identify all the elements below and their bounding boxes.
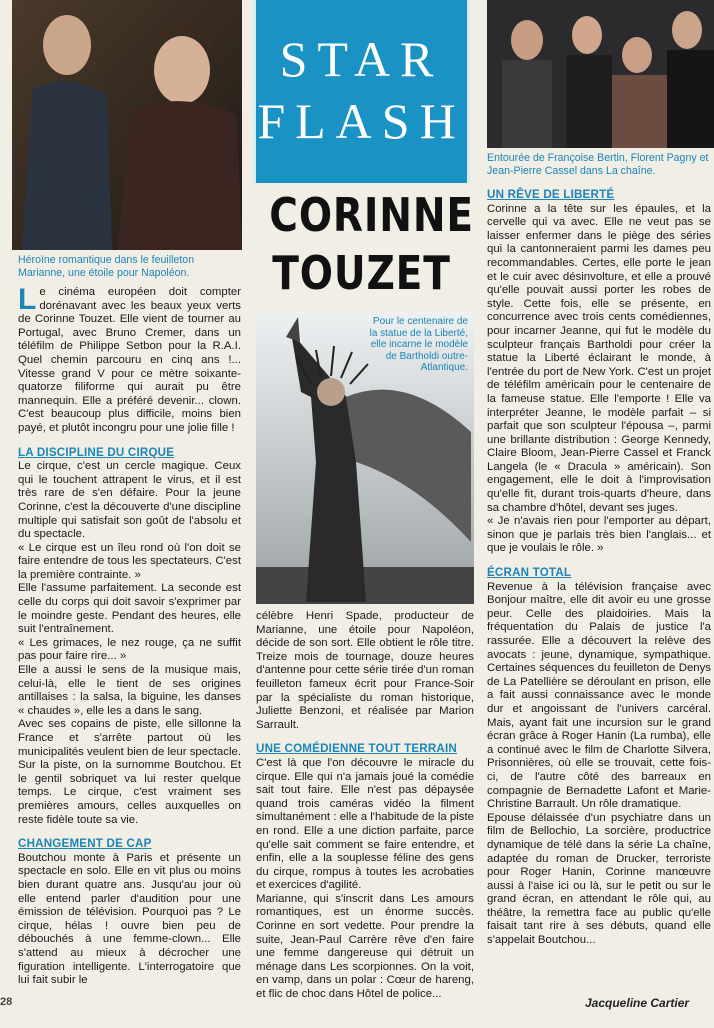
star-flash-banner xyxy=(253,0,470,183)
caption-liberte: Pour le centenaire de la statue de la Liberté, elle incarne le modèle de Bartholdi outre-Atlantique. xyxy=(369,316,468,374)
heading-comedienne: UNE COMÉDIENNE TOUT TERRAIN xyxy=(256,742,457,756)
paragraph: Corinne a la tête sur les épaules, et la cervelle qui va avec. Elle ne veut pas se laisser enfermer dans le piège des séries qui la cantonneraient parmi les dames peu recommandables. Certes, elle porte le jean et le cuir avec désinvolture, et elle a prouvé qu'elle pouvait aussi porter les robes de style. Cette fois, elle se présente, en concurrence avec trois cents comédiennes, pour incarner Jeanne, qui fut le modèle du sculpteur français Bartholdi pour créer la statue la Liberté éclairant le monde, à l'entrée du port de New York. C'est un projet de téléfilm américain pour le centenaire de la fameuse statue. Elle l'emporte ! Elle va interpréter Jeanne, le modèle parfait – si parfait que son sculpteur l'épousa –, parmi une brillante distribution : George Kennedy, Claire Bloom, Jean-Pierre Cassel et Franck Langela (le « Dracula » américain). Son engagement, elle le doit à l'improvisation qu'elle fit, durant trois-quarts d'heure, dans sa chambre d'hôtel, devant ses juges. xyxy=(487,202,711,514)
column-1 xyxy=(18,283,241,988)
title-last-name: TOUZET xyxy=(272,246,451,300)
paragraph: « Les grimaces, le nez rouge, ça ne suffit pas pour faire rire... » xyxy=(18,636,241,663)
paragraph: Epouse délaissée d'un psychiatre dans un film de Bellochio, La sorcière, productrice dynamique de télé dans la série La chaîne, adaptée du roman de Drucker, terroriste pour Roger Hanin, Corinne manœuvre aussi à l'aise ici ou là, sur le petit ou sur le grand écran, en attendant le rôle qui, au théâtre, la remettra face au public qu'elle faisait tant rire à ses débuts, quand elle s'appelait Boutchou... xyxy=(487,811,711,947)
paragraph: « Je n'avais rien pour l'emporter au départ, sinon que je parlais très bien l'anglais... et que je voulais le rôle. » xyxy=(487,515,711,555)
caption-marianne: Héroïne romantique dans le feuilleton Marianne, une étoile pour Napoléon. xyxy=(18,254,195,279)
column-2 xyxy=(256,610,474,1002)
paragraph: Elle l'assume parfaitement. La seconde est celle du corps qui doit savoir s'exprimer par le moindre geste. Pendant des heures, elle suit l'entraînement. xyxy=(18,582,241,636)
heading-ecran: ÉCRAN TOTAL xyxy=(487,566,572,580)
author-byline: Jacqueline Cartier xyxy=(585,996,690,1010)
paragraph: Elle a aussi le sens de la musique mais, celui-là, elle le tient de ses origines antillaises : la salsa, la biguine, les danses « chaudes », elle les a dans le sang. xyxy=(18,664,241,717)
column-3 xyxy=(487,188,711,948)
photo-marianne-image xyxy=(12,0,242,250)
paragraph: « Le cirque est un îleu rond où l'on doit se faire entendre de tous les spectateurs. C'est la première contrainte. » xyxy=(18,541,241,581)
drop-cap: L xyxy=(18,283,37,316)
paragraph: célèbre Henri Spade, producteur de Marianne, une étoile pour Napoléon, décide de son sort. Elle obtient le rôle titre. Treize mois de tournage, douze heures d'antenne pour cette série tirée d'un roman feuilleton fameux écrit pour France-Soir par la spécialiste du roman historique, Juliette Benzoni, et réalisée par Marion Sarrault. xyxy=(256,610,474,731)
banner-flash: FLASH xyxy=(257,93,466,149)
paragraph: Le cirque, c'est un cercle magique. Ceux qui le touchent attrapent le virus, et il est très rare de s'en défaire. Pour la jeune Corinne, c'est la découverte d'une discipline multiple qui satisfait son goût de l'absolu et du spectacle. xyxy=(18,460,241,541)
photo-la-chaine xyxy=(487,0,714,148)
intro-paragraph: Le cinéma européen doit compter dorénavant avec les beaux yeux verts de Corinne Touzet. Elle vient de tourner au Portugal, avec Bruno Cremer, dans un téléfilm de Philippe Setbon pour la R.A.I. Quel chemin parcouru en cinq ans !... Vitesse grand V pour ce mètre soixante-quatorze filiforme qui aurait pu être mannequin. Elle a préféré devenir... clown. C'est beaucoup plus difficile, moins bien payé, et plutôt incongru pour une jolie fille ! xyxy=(18,283,241,434)
paragraph: Marianne, qui s'inscrit dans Les amours romantiques, est un énorme succès. Corinne en sort vedette. Pour prendre la suite, Jean-Paul Carrère rêve d'en faire une femme dangereuse qui détruit un ménage dans Les scorpionnes. On la voit, en vamp, dans un polar : Cœur de hareng, et flic de choc dans Hôtel de police... xyxy=(256,892,474,1001)
paragraph: Revenue à la télévision française avec Bonjour maître, elle dit avoir eu une grosse peur. Celle des plaidoiries. Mais la fréquentation du Palais de justice l'a rassurée. Elle a découvert la relève des avocats : jeune, dynamique, sympathique. Certaines séquences du feuilleton de Denys de La Patellière se déroulant en prison, elle a fait aussi connaissance avec le monde dur et angoissant de l'univers carcéral. Mais, ayant fait une incursion sur le grand écran grâce à Roger Hanin (La rumba), elle a continué avec le film de Charlotte Silvera, Prisonnières, où elle se trouvait, cette fois-ci, de l'autre côté des barreaux en compagnie de Bernadette Lafont et Marie-Christine Barrault. Un rôle dramatique. xyxy=(487,580,711,811)
caption-la-chaine: Entourée de Françoise Bertin, Florent Pagny et Jean-Pierre Cassel dans La chaîne. xyxy=(487,152,709,177)
paragraph: C'est là que l'on découvre le miracle du cirque. Elle qui n'a jamais joué la comédie sait tout faire. Elle n'est pas dépaysée quand trois caméras vidéo la filment simultanément : elle a l'habitude de la piste en rond. Elle a une diction parfaite, parce qu'elle sait comment se faire entendre, et enfin, elle a la souplesse féline des gens du cirque, rompus à toutes les acrobaties et exercices d'agilité. xyxy=(256,756,474,892)
title-first-name: CORINNE xyxy=(269,188,474,242)
heading-changement: CHANGEMENT DE CAP xyxy=(18,837,152,851)
photo-la-chaine-image xyxy=(487,0,714,148)
page-number: 28 xyxy=(0,996,13,1008)
paragraph: Avec ses copains de piste, elle sillonne la France et s'arrête partout où les municipalités veulent bien de leur spectacle. Sur la piste, on la surnomme Boutchou. Et le gentil sobriquet va lui rester quelque temps. Le cirque, c'est vraiment ses premières amours, celles auxquelles on reste fidèle toute sa vie. xyxy=(18,718,241,826)
heading-discipline: LA DISCIPLINE DU CIRQUE xyxy=(18,445,175,459)
banner-star: STAR xyxy=(279,31,444,87)
photo-marianne xyxy=(12,0,242,250)
paragraph: Boutchou monte à Paris et présente un spectacle en solo. Elle en vit plus ou moins bien durant quatre ans. Jusqu'au jour où elle entend parler d'audition pour une émission de télévision. Pourquoi pas ? Le cirque, hélas ! ouvre bien peu de débouchés à une femme-clown... Elle s'attend au mieux à décrocher une figuration intelligente. L'interrogatoire que lui fait subir le xyxy=(18,851,241,987)
heading-liberte: UN RÊVE DE LIBERTÉ xyxy=(487,188,615,201)
